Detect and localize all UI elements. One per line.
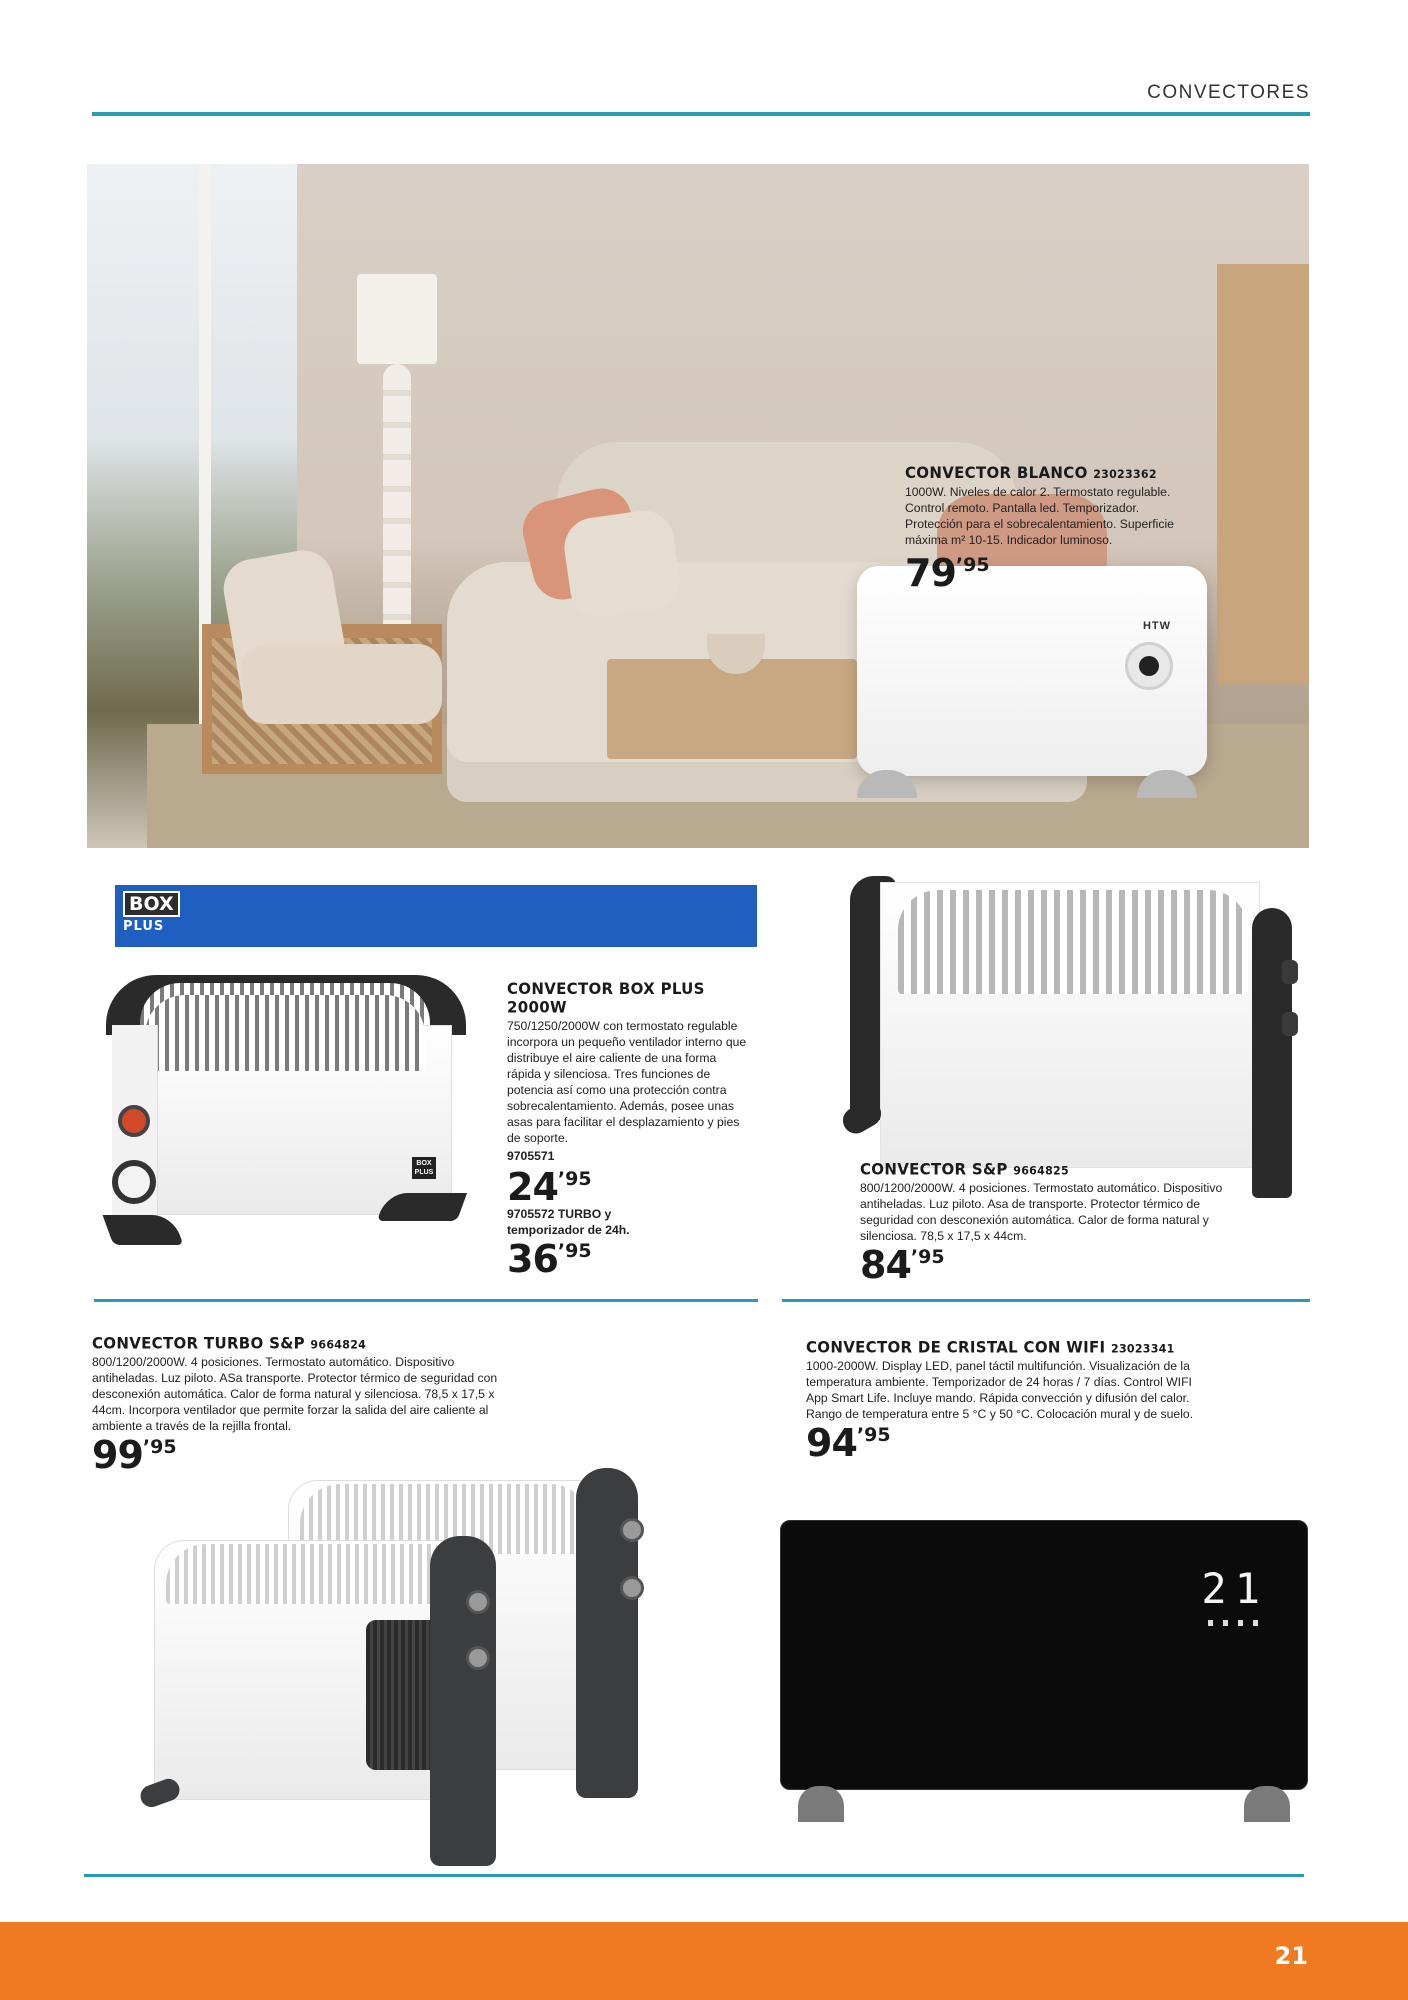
section-divider bbox=[782, 1299, 1310, 1302]
timer-dial-icon bbox=[112, 1160, 156, 1204]
coffee-table bbox=[607, 659, 857, 759]
cabinet bbox=[1217, 264, 1309, 684]
product-description: 750/1250/2000W con termostato regulable incorpora un pequeño ventilador interno que distribuye el aire caliente de una forma rápida y silenciosa. Tres funciones de potencia así como una protección contra sobrecalentamiento. Además, posee unas asas para facilitar el desplazamiento y pies de soporte. bbox=[507, 1019, 747, 1145]
convector-side-right bbox=[1252, 908, 1292, 1198]
armchair bbox=[202, 514, 462, 784]
product-name: CONVECTOR TURBO S&P 9664824 bbox=[92, 1333, 367, 1353]
product-name: CONVECTOR DE CRISTAL CON WIFI 23023341 bbox=[806, 1337, 1175, 1357]
product-info-box-plus bbox=[507, 979, 757, 1281]
product-info-cristal bbox=[806, 1337, 1226, 1465]
product-name: CONVECTOR BLANCO 23023362 bbox=[905, 463, 1157, 483]
glass-panel bbox=[780, 1520, 1308, 1790]
white-convector-image bbox=[857, 566, 1207, 776]
thermostat-knob-icon bbox=[118, 1105, 150, 1137]
product-price: 94’95 bbox=[806, 1421, 891, 1465]
glass-foot bbox=[1244, 1786, 1290, 1822]
product-price: 84’95 bbox=[860, 1243, 945, 1287]
control-dial-icon bbox=[1125, 642, 1173, 690]
knob-icon bbox=[620, 1576, 644, 1600]
product-name: CONVECTOR BOX PLUS 2000W bbox=[507, 979, 705, 1017]
product-name: CONVECTOR S&P 9664825 bbox=[860, 1159, 1069, 1179]
convector-grille bbox=[166, 1544, 466, 1604]
pillow bbox=[561, 507, 684, 621]
convector-foot bbox=[103, 1215, 184, 1245]
convector-grille bbox=[145, 995, 425, 1071]
brand-logo: HTW bbox=[1142, 620, 1171, 632]
product-price: 99’95 bbox=[92, 1433, 177, 1477]
knob-icon bbox=[466, 1646, 490, 1670]
product-info-blanco bbox=[905, 463, 1205, 595]
product-code: 9664824 bbox=[310, 1337, 367, 1352]
glass-foot bbox=[798, 1786, 844, 1822]
turbo-convector-image bbox=[130, 1460, 650, 1860]
knob-icon bbox=[466, 1590, 490, 1614]
product-price: 24’95 bbox=[507, 1165, 592, 1209]
convector-side bbox=[430, 1536, 496, 1866]
box-plus-mini-label: BOX PLUS bbox=[412, 1157, 436, 1179]
product-info-turbo bbox=[92, 1333, 532, 1477]
convector-grille bbox=[898, 890, 1248, 994]
variant-price: 36’95 bbox=[507, 1237, 592, 1281]
product-description: 1000-2000W. Display LED, panel táctil multifunción. Visualización de la temperatura ambiente. Temporizador de 24 horas / 7 días. Control WIFI App Smart Life. Incluye mando. Rápida convección y difusión del calor. Rango de temperatura entre 5 °C y 50 °C. Colocación mural y de suelo. bbox=[806, 1359, 1194, 1421]
armchair-cushion-seat bbox=[242, 644, 442, 724]
box-plus-logo-plus: PLUS bbox=[123, 919, 165, 934]
box-plus-logo bbox=[123, 891, 193, 941]
product-code: 23023341 bbox=[1110, 1341, 1175, 1356]
hero-image bbox=[87, 164, 1309, 848]
footer-bar bbox=[0, 1922, 1408, 2000]
box-plus-convector-image bbox=[100, 965, 470, 1285]
product-price: 79’95 bbox=[905, 551, 990, 595]
section-title: CONVECTORES bbox=[1147, 82, 1310, 103]
product-code: 9705571 bbox=[507, 1149, 555, 1163]
convector-foot bbox=[137, 1776, 182, 1810]
product-description: 800/1200/2000W. 4 posiciones. Termostato automático. Dispositivo antiheladas. Luz piloto. Asa de transporte. Protector térmico de seguridad con desconexión automática. Calor de forma natural y silenciosa. 78,5 x 17,5 x 44cm. bbox=[860, 1181, 1223, 1243]
header-rule bbox=[92, 112, 1310, 116]
variant-text: 9705572 TURBO y temporizador de 24h. bbox=[507, 1207, 630, 1237]
touch-buttons-icon bbox=[1208, 1620, 1268, 1626]
product-description: 800/1200/2000W. 4 posiciones. Termostato automático. Dispositivo antiheladas. Luz piloto. ASa transporte. Protector térmico de seguridad con desconexión automática. Calor de forma natural y silenciosa. 78,5 x 17,5 x 44cm. Incorpora ventilador que permite forzar la salida del aire caliente al ambiente a través de la rejilla frontal. bbox=[92, 1355, 498, 1433]
knob-icon bbox=[620, 1518, 644, 1542]
page-number: 21 bbox=[1274, 1942, 1308, 1970]
box-plus-banner bbox=[115, 885, 757, 947]
box-plus-logo-box: BOX bbox=[123, 891, 180, 917]
lamp-shade bbox=[357, 274, 437, 364]
product-info-sp bbox=[860, 1159, 1240, 1287]
led-display: 21 bbox=[1201, 1564, 1268, 1613]
dial-screen bbox=[1139, 656, 1159, 676]
glass-convector-image bbox=[780, 1520, 1308, 1825]
bottom-divider bbox=[84, 1874, 1304, 1877]
knob-icon bbox=[1282, 1012, 1298, 1036]
knob-icon bbox=[1282, 960, 1298, 984]
product-description: 1000W. Niveles de calor 2. Termostato regulable. Control remoto. Pantalla led. Temporizador. Protección para el sobrecalentamiento. Superficie máxima m² 10-15. Indicador luminoso. bbox=[905, 485, 1174, 547]
product-code: 9664825 bbox=[1013, 1163, 1069, 1178]
section-divider bbox=[94, 1299, 758, 1302]
product-code: 23023362 bbox=[1093, 467, 1157, 482]
